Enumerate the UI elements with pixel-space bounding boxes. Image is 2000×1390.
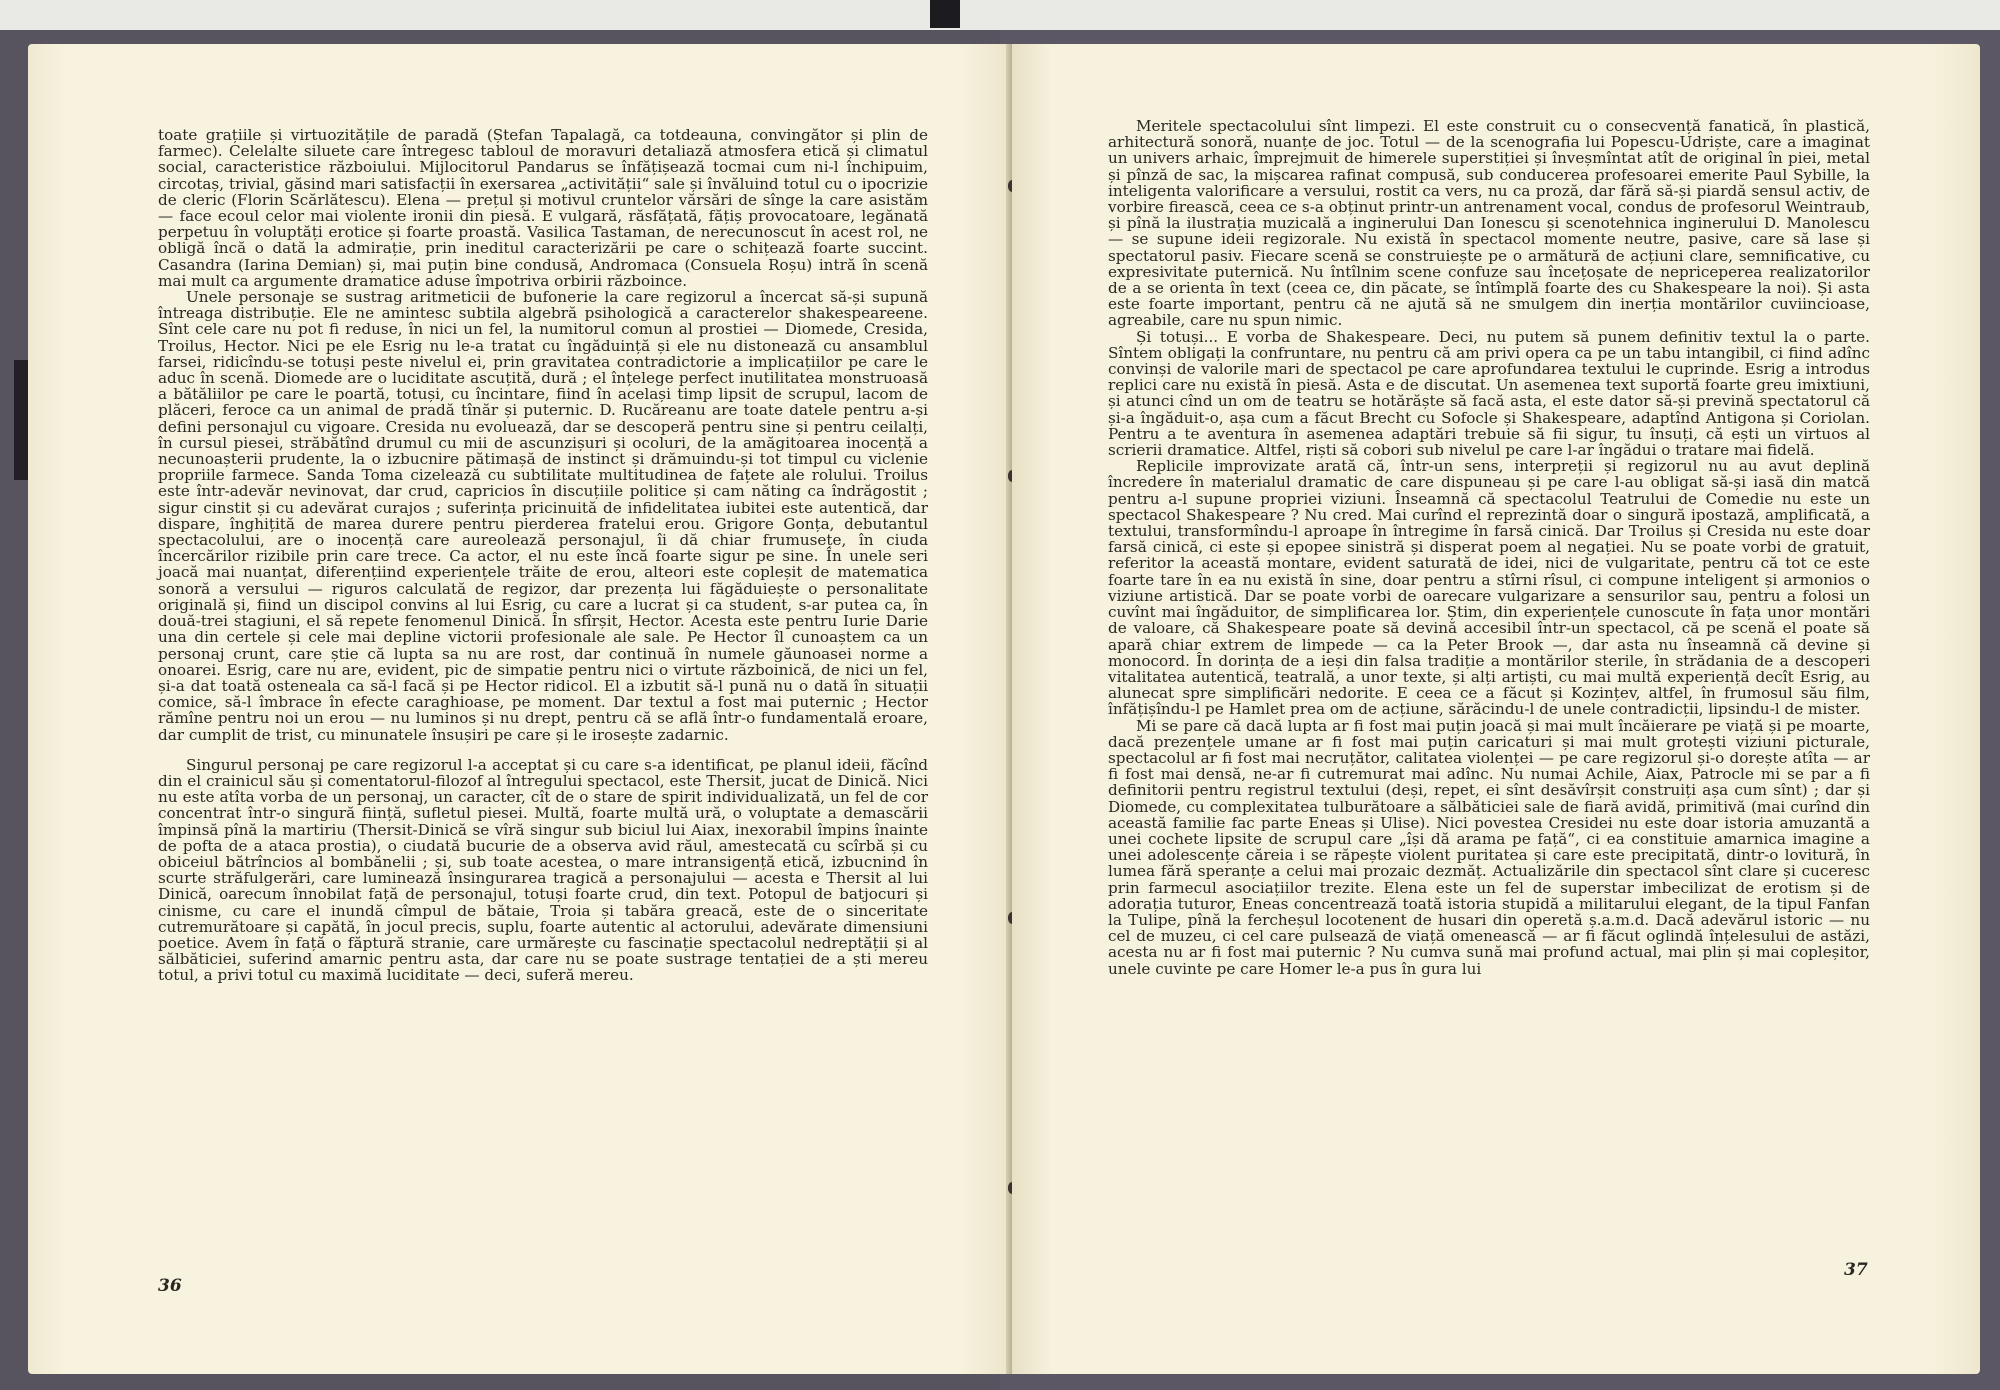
paragraph: Singurul personaj pe care regizorul l-a acceptat și cu care s-a identificat, pe planul ideii, făcînd din el crainicul său și comentatorul-filozof al întregului spectacol, este Thersit, jucat de Dinică. Nici nu este atîta vorba de un personaj, un caracter, cît de o stare de spirit individualizată, un fel de cor concentrat într-o singură ființă, sufletul piesei. Multă, foarte multă ură, o voluptate a demascării împinsă pînă la martiriu (Thersit-Dinică se vîră singur sub biciul lui Aiax, inexorabil împins înainte de pofta de a ataca prostia), o ciudată bucurie de a observa avid răul, amestecată cu scîrbă și cu obiceiul bătrîncios al bombănelii ; și, sub toate acestea, o mare intransigență etică, izbucnind în scurte străfulgerări, care luminează însingurarea tragică a personajului — acesta e Thersit al lui Dinică, oarecum înnobilat față de personajul, totuși foarte crud, din text. Potopul de batjocuri și cinisme, cu care el inundă cîmpul de bătaie, Troia și tabăra greacă, este de o sinceritate cutremurătoare și capătă, în jocul precis, suplu, foarte autentic al actorului, adevărate dimensiuni poetice. Avem în față o făptură stranie, care urmărește cu fascinație spectacolul nedreptății și al sălbăticiei, suferind amarnic pentru asta, dar care nu se poate sustrage tentației de a ști mereu totul, a privi totul cu maximă luciditate — deci, suferă mereu. bbox=[158, 755, 928, 985]
paragraph: Și totuși... E vorba de Shakespeare. Deci, nu putem să punem definitiv textul la o parte. Sîntem obligați la confruntare, nu pentru că am privi opera ca pe un tabu intangibil, ci fiind adînc convinși de valorile mari de spectacol pe care aprofundarea textului le cuprinde. Esrig a introdus replici care nu există în piesă. Asta e de discutat. Un asemenea text suportă foarte greu imixtiuni, și atunci cînd un om de teatru se hotărăște să facă asta, el este dator să-și prevină spectatorul că și-a îngăduit-o, așa cum a făcut Brecht cu Sofocle și Shakespeare, adaptînd Antigona și Coriolan. Pentru a te aventura în asemenea adaptări trebuie să fii sigur, tu însuți, că ești un virtuos al scrierii dramatice. Altfel, riști să cobori sub nivelul pe care l-ar îngădui o tratare mai fidelă. bbox=[1108, 327, 1870, 460]
left-page bbox=[28, 44, 1010, 1374]
right-page bbox=[1012, 44, 1980, 1374]
book-spine-band bbox=[930, 0, 960, 28]
paragraph: toate grațiile și virtuozitățile de paradă (Ștefan Tapalagă, ca totdeauna, convingător și plin de farmec). Celelalte siluete care întregesc tabloul de moravuri detaliază atmosfera etică și climatul social, caracteristice războiului. Mijlocitorul Pandarus se înfățișează tocmai cum ni-l închipuim, circotaș, trivial, găsind mari satisfacții în exersarea „activității“ sale și învăluind totul cu o ipocrizie de cleric (Florin Scărlătescu). Elena — prețul și motivul cruntelor vărsări de sînge la care asistăm — face ecoul celor mai violente ironii din piesă. E vulgară, răsfățată, fățiș provocatoare, legănată perpetuu în voluptăți erotice și foarte proastă. Vasilica Tastaman, de nerecunoscut în acest rol, ne obligă încă o dată la admirație, prin ineditul caracterizării pe care o schițează foarte succint. Casandra (Iarina Demian) și, mai puțin bine condusă, Andromaca (Consuela Roșu) intră în scenă mai mult ca argumente dramatice aduse împotriva orbirii războince. bbox=[158, 126, 928, 290]
page-number-right: 37 bbox=[1844, 1260, 1868, 1280]
left-page-text bbox=[158, 127, 928, 984]
right-page-text bbox=[1108, 118, 1870, 977]
paragraph: Unele personaje se sustrag aritmeticii de bufonerie la care regizorul a încercat să-și supună întreaga distribuție. Ele ne amintesc subtila algebră psihologică a caracterelor shakespeareene. Sînt cele care nu pot fi reduse, în nici un fel, la numitorul comun al prostiei — Diomede, Cresida, Troilus, Hector. Nici pe ele Esrig nu le-a tratat cu îngăduință și ele nu distonează cu ansamblul farsei, ridicîndu-se totuși peste nivelul ei, prin gravitatea contradictorie a implicațiilor pe care le aduc în scenă. Diomede are o luciditate ascuțită, dură ; el înțelege perfect inutilitatea monstruoasă a bătăliilor pe care le poartă, totuși, cu încintare, fiind în același timp lipsit de scrupul, lacom de plăceri, feroce ca un animal de pradă tînăr și puternic. D. Rucăreanu are toate datele pentru a-și defini personajul cu vigoare. Cresida nu evoluează, dar se descoperă pentru sine și pentru ceilalți, în cursul piesei, străbătînd drumul cu mii de ascunzișuri și ocoluri, de la amăgitoarea inocență a necunoașterii prudente, la o izbucnire pătimașă de instinct și drămuindu-și tot timpul cu viclenie propriile farmece. Sanda Toma cizelează cu subtilitate multitudinea de fațete ale rolului. Troilus este într-adevăr nevinovat, dar crud, capricios în discuțiile politice și cam năting ca îndrăgostit ; sigur cinstit și cu adevărat curajos ; suferința pricinuită de infidelitatea iubitei este autentică, dar dispare, înghițită de marea durere pentru pierderea fratelui erou. Grigore Gonța, debutantul spectacolului, are o inocență care aureolează personajul, îi dă chiar frumusețe, în ciuda încercărilor rizibile prin care trece. Ca actor, el nu este încă foarte sigur pe sine. În unele seri joacă mai nuanțat, diferențiind experiențele trăite de erou, alteori este copleșit de matematica sonoră a versului — riguros calculată de regizor, dar prezența lui făgăduiește o personalitate originală și, fiind un discipol convins al lui Esrig, cu care a lucrat și ca student, s-ar putea ca, în două-trei stagiuni, el să repete fenomenul Dinică. În sfîrșit, Hector. Acesta este pentru Iurie Darie una din certele și cele mai depline victorii profesionale ale sale. Pe Hector îl cunoaștem ca un personaj crunt, care știe că lupta sa nu are rost, dar continuă în numele găunoasei norme a onoarei. Esrig, care nu are, evident, pic de simpatie pentru nici o virtute războinică, de nici un fel, și-a dat toată osteneala ca să-l facă și pe Hector ridicol. El a izbutit să-l pună nu o dată în situații comice, să-l îmbrace în efecte caraghioase, pe moment. Dar textul a fost mai puternic ; Hector rămîne pentru noi un erou — nu luminos și nu drept, pentru că se află într-o fundamentală eroare, dar cumplit de trist, cu minunatele însușiri pe care și le irosește zadarnic. bbox=[158, 288, 928, 744]
paragraph: Mi se pare că dacă lupta ar fi fost mai puțin joacă și mai mult încăierare pe viață și pe moarte, dacă prezențele umane ar fi fost mai puțin caricaturi și mai mult grotești viziuni picturale, spectacolul ar fi fost mai necruțător, calitatea violenței — pe care regizorul și-o dorește atîta — ar fi fost mai densă, ne-ar fi cutremurat mai adînc. Nu numai Achile, Aiax, Patrocle mi se par a fi definitorii pentru registrul textului (deși, repet, ei sînt desăvîrșit construiți așa cum sînt) ; dar și Diomede, cu complexitatea tulburătoare a sălbăticiei sale de fiară avidă, primitivă (mai curînd din această familie fac parte Eneas și Ulise). Nici povestea Cresidei nu este doar istoria amuzantă a unei cochete lipsite de scrupul care „își dă arama pe față“, ci ea constituie amarnica imagine a unei adolescențe căreia i se răpește violent puritatea și care este precipitată, dintr-o lovitură, în lumea fără speranțe a celui mai prozaic dezmăț. Actualizările din spectacol sînt clare și cuceresc prin farmecul asociațiilor trezite. Elena este un fel de superstar imbecilizat de erotism și de adorația tuturor, Eneas concentrează toată istoria stupidă a militarului elegant, de la tipul Fanfan la Tulipe, pînă la fercheșul locotenent de husari din operetă ș.a.m.d. Dacă adevărul istoric — nu cel de muzeu, ci cel care pulsează de viață omenească — ar fi făcut oglindă înțelesului de astăzi, acesta nu ar fi fost mai puternic ? Nu cumva sună mai profund actual, mai plin și mai copleșitor, unele cuvinte pe care Homer le-a pus în gura lui bbox=[1108, 716, 1870, 978]
paragraph: Replicile improvizate arată că, într-un sens, interpreții și regizorul nu au avut deplină încredere în materialul dramatic de care dispuneau și pe care l-au obligat să-și iasă din matcă pentru a-l supune propriei viziuni. Înseamnă că spectacolul Teatrului de Comedie nu este un spectacol Shakespeare ? Nu cred. Mai curînd el reprezintă doar o singură ipostază, amplificată, a textului, transformîndu-l aproape în întregime în farsă cinică. Dar Troilus și Cresida nu este doar farsă cinică, ci este și epopee sinistră și disperat poem al negației. Nu se poate vorbi de gratuit, referitor la această montare, evident saturată de idei, nici de vulgaritate, pentru că tot ce este foarte tare în ea nu există în sine, doar pentru a stîrni rîsul, ci compune inteligent și armonios o viziune artistică. Dar se poate vorbi de oarecare vulgarizare a sensurilor sau, pentru a folosi un cuvînt mai îngăduitor, de simplificarea lor. Știm, din experiențele cunoscute în fața unor montări de valoare, că Shakespeare poate să devină accesibil într-un spectacol, că pe scenă el poate să apară chiar extrem de limpede — ca la Peter Brook —, dar asta nu înseamnă că devine și monocord. În dorința de a ieși din falsa tradiție a montărilor sterile, în strădania de a descoperi vitalitatea autentică, teatrală, a unor texte, și alți artiști, cu mai multă experiență decît Esrig, au alunecat spre simplificări nedorite. E ceea ce a făcut și Kozințev, altfel, în frumosul său film, înfățișîndu-l pe Hamlet prea om de acțiune, sărăcindu-l de unele contradicții, lipsindu-l de mister. bbox=[1108, 457, 1870, 719]
page-number-left: 36 bbox=[158, 1276, 182, 1296]
paragraph: Meritele spectacolului sînt limpezi. El este construit cu o consecvență fanatică, în plastică, arhitectură sonoră, nuanțe de joc. Totul — de la scenografia lui Popescu-Udriște, care a imaginat un univers arhaic, împrejmuit de himerele superstiției și înveșmîntat atît de original în piei, metal și pînză de sac, la mișcarea rafinat compusă, sub conducerea profesoarei emerite Paul Sybille, la inteligenta valorificare a versului, rostit ca vers, nu ca proză, dar fără să-și piardă sensul activ, de vorbire firească, ceea ce s-a obținut printr-un antrenament vocal, condus de profesorul Weintraub, și pînă la ilustrația muzicală a inginerului Dan Ionescu și scenotehnica inginerului D. Manolescu — se supune ideii regizorale. Nu există în spectacol momente neutre, pasive, care să lase și spectatorul pasiv. Fiecare scenă se construiește pe o armătură de acțiuni clare, semnificative, cu expresivitate puternică. Nu întîlnim scene confuze sau încețoșate de nepriceperea realizatorilor de a se orienta în text (ceea ce, din păcate, se întîmplă foarte des cu Shakespeare la noi). Și asta este foarte important, pentru că ne ajută să ne smulgem din inerția montărilor cuviincioase, agreabile, care nu spun nimic. bbox=[1108, 117, 1870, 330]
